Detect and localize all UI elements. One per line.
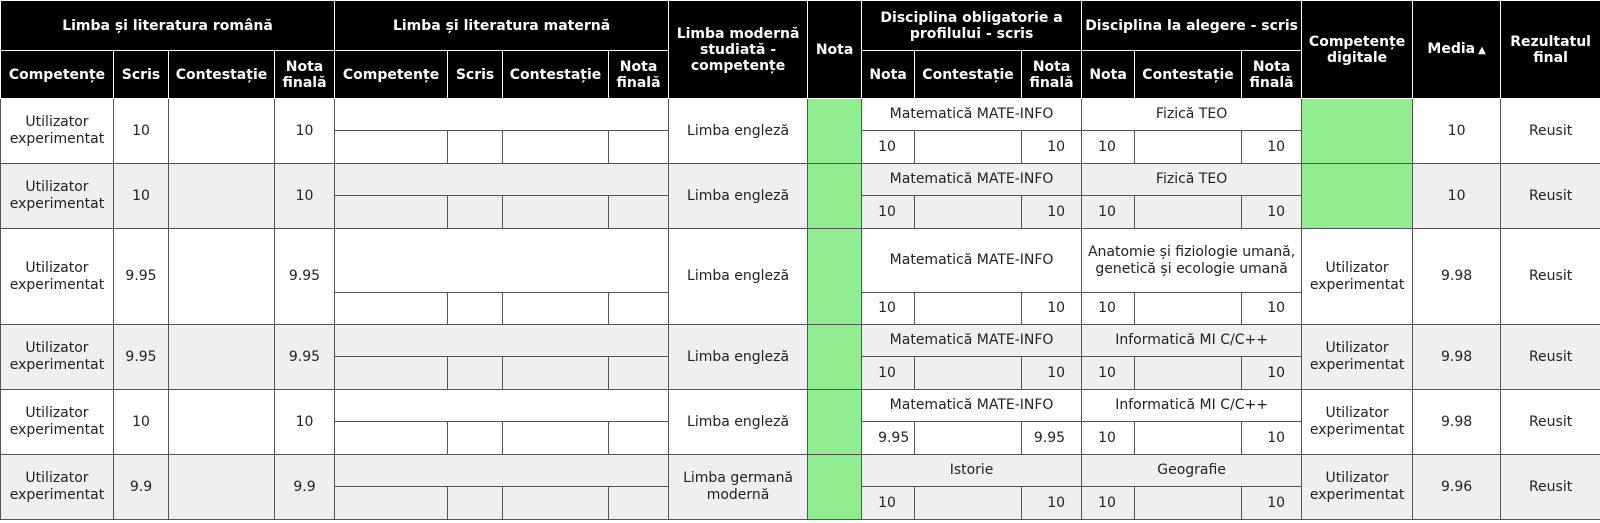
ale-contestatie-cell [1135,487,1242,520]
header-nota: Nota [808,1,862,99]
ro-competente-cell: Utilizator experimentat [1,99,114,164]
obl-disciplina-cell: Matematică MATE-INFO [862,390,1082,422]
obl-contestatie-cell [915,131,1022,164]
ale-nota-cell: 10 [1082,487,1135,520]
ale-disciplina-cell: Fizică TEO [1082,164,1302,196]
moderna-cell: Limba engleză [669,99,808,164]
table-row [1,390,1600,422]
ro-nota-finala-cell: 10 [275,390,335,455]
mat-contestatie-cell [503,357,609,390]
rezultat-cell: Reusit [1501,164,1600,229]
ro-nota-finala-cell: 10 [275,164,335,229]
obl-nota-cell: 10 [862,196,915,229]
ro-nota-finala-cell: 9.95 [275,325,335,390]
header-obl-contestatie: Contestație [915,51,1022,99]
ale-nota-finala-cell: 10 [1242,422,1302,455]
ale-disciplina-cell: Informatică MI C/C++ [1082,390,1302,422]
mat-competente-cell [335,196,448,229]
obl-nota-finala-cell: 10 [1022,487,1082,520]
obl-contestatie-cell [915,357,1022,390]
ro-scris-cell: 10 [114,164,169,229]
sort-up-arrow-icon: ▲ [1478,44,1486,56]
digitale-cell [1302,99,1413,164]
obl-nota-finala-cell: 10 [1022,131,1082,164]
mat-scris-cell [448,196,503,229]
ale-nota-cell: 10 [1082,293,1135,325]
obl-contestatie-cell [915,487,1022,520]
media-cell: 10 [1413,99,1501,164]
ro-competente-cell: Utilizator experimentat [1,164,114,229]
ale-nota-cell: 10 [1082,131,1135,164]
materna-header-cell [335,455,669,487]
nota-cell [808,164,862,229]
ro-nota-finala-cell: 10 [275,99,335,164]
media-cell: 9.98 [1413,229,1501,325]
obl-nota-cell: 10 [862,293,915,325]
mat-competente-cell [335,131,448,164]
nota-cell [808,390,862,455]
ale-disciplina-cell: Fizică TEO [1082,99,1302,131]
obl-contestatie-cell [915,293,1022,325]
mat-nota-finala-cell [609,196,669,229]
materna-header-cell [335,164,669,196]
mat-scris-cell [448,293,503,325]
obl-nota-finala-cell: 10 [1022,357,1082,390]
header-mat-contestatie: Contestație [503,51,609,99]
header-ro-nota-finala: Nota finală [275,51,335,99]
ro-competente-cell: Utilizator experimentat [1,390,114,455]
mat-contestatie-cell [503,422,609,455]
rezultat-cell: Reusit [1501,229,1600,325]
moderna-cell: Limba germană modernă [669,455,808,520]
obl-disciplina-cell: Matematică MATE-INFO [862,99,1082,131]
ro-contestatie-cell [169,99,275,164]
obl-nota-cell: 9.95 [862,422,915,455]
ale-nota-cell: 10 [1082,422,1135,455]
ro-competente-cell: Utilizator experimentat [1,229,114,325]
header-ro-contestatie: Contestație [169,51,275,99]
ale-contestatie-cell [1135,131,1242,164]
ro-contestatie-cell [169,325,275,390]
obl-disciplina-cell: Matematică MATE-INFO [862,164,1082,196]
obl-contestatie-cell [915,196,1022,229]
ale-nota-finala-cell: 10 [1242,196,1302,229]
obl-nota-cell: 10 [862,357,915,390]
header-mat-scris: Scris [448,51,503,99]
mat-nota-finala-cell [609,131,669,164]
header-moderna: Limba modernă studiată - competențe [669,1,808,99]
ro-nota-finala-cell: 9.9 [275,455,335,520]
mat-scris-cell [448,357,503,390]
materna-header-cell [335,325,669,357]
rezultat-cell: Reusit [1501,325,1600,390]
header-mat-nota-finala: Nota finală [609,51,669,99]
media-cell: 9.98 [1413,390,1501,455]
digitale-cell [1302,164,1413,229]
ale-contestatie-cell [1135,293,1242,325]
materna-header-cell [335,99,669,131]
table-row [1,99,1600,131]
header-row-groups [1,1,1600,51]
mat-nota-finala-cell [609,422,669,455]
moderna-cell: Limba engleză [669,164,808,229]
table-body [1,99,1600,520]
digitale-cell: Utilizator experimentat [1302,229,1413,325]
table-header [1,1,1600,99]
header-ro-competente: Competențe [1,51,114,99]
ale-nota-finala-cell: 10 [1242,357,1302,390]
header-obl-nota-finala: Nota finală [1022,51,1082,99]
mat-competente-cell [335,357,448,390]
header-ro-scris: Scris [114,51,169,99]
header-media-label: Media [1427,40,1476,57]
ale-nota-finala-cell: 10 [1242,293,1302,325]
digitale-cell: Utilizator experimentat [1302,325,1413,390]
digitale-cell: Utilizator experimentat [1302,455,1413,520]
table-row [1,455,1600,487]
header-mat-competente: Competențe [335,51,448,99]
ale-contestatie-cell [1135,422,1242,455]
table-row [1,164,1600,196]
header-rezultat: Rezultatul final [1501,1,1600,99]
mat-competente-cell [335,487,448,520]
header-obligatorie: Disciplina obligatorie a profilului - scris [862,1,1082,51]
materna-header-cell [335,229,669,293]
header-ale-nota: Nota [1082,51,1135,99]
ale-nota-cell: 10 [1082,196,1135,229]
mat-nota-finala-cell [609,357,669,390]
mat-nota-finala-cell [609,487,669,520]
materna-header-cell [335,390,669,422]
obl-disciplina-cell: Matematică MATE-INFO [862,325,1082,357]
digitale-cell: Utilizator experimentat [1302,390,1413,455]
ro-nota-finala-cell: 9.95 [275,229,335,325]
mat-competente-cell [335,422,448,455]
table-row [1,325,1600,357]
ale-nota-finala-cell: 10 [1242,131,1302,164]
moderna-cell: Limba engleză [669,390,808,455]
rezultat-cell: Reusit [1501,99,1600,164]
header-ale-contestatie: Contestație [1135,51,1242,99]
mat-contestatie-cell [503,131,609,164]
ro-competente-cell: Utilizator experimentat [1,455,114,520]
obl-nota-cell: 10 [862,131,915,164]
moderna-cell: Limba engleză [669,325,808,390]
ale-contestatie-cell [1135,357,1242,390]
ale-nota-finala-cell: 10 [1242,487,1302,520]
rezultat-cell: Reusit [1501,390,1600,455]
obl-nota-finala-cell: 10 [1022,196,1082,229]
mat-competente-cell [335,293,448,325]
header-media-sort[interactable] [1413,1,1501,99]
ale-disciplina-cell: Anatomie și fiziologie umană, genetică și ecologie umană [1082,229,1302,293]
ale-disciplina-cell: Geografie [1082,455,1302,487]
ale-disciplina-cell: Informatică MI C/C++ [1082,325,1302,357]
media-cell: 9.98 [1413,325,1501,390]
header-ale-nota-finala: Nota finală [1242,51,1302,99]
header-obl-nota: Nota [862,51,915,99]
obl-contestatie-cell [915,422,1022,455]
nota-cell [808,455,862,520]
rezultat-cell: Reusit [1501,455,1600,520]
mat-scris-cell [448,131,503,164]
media-cell: 10 [1413,164,1501,229]
ro-contestatie-cell [169,229,275,325]
nota-cell [808,229,862,325]
ro-scris-cell: 9.95 [114,325,169,390]
header-materna: Limba și literatura maternă [335,1,669,51]
ro-scris-cell: 10 [114,390,169,455]
ro-contestatie-cell [169,390,275,455]
media-cell: 9.96 [1413,455,1501,520]
ale-contestatie-cell [1135,196,1242,229]
ro-scris-cell: 9.95 [114,229,169,325]
table-row [1,229,1600,293]
header-alegere: Disciplina la alegere - scris [1082,1,1302,51]
obl-nota-finala-cell: 10 [1022,293,1082,325]
ro-scris-cell: 10 [114,99,169,164]
mat-contestatie-cell [503,196,609,229]
ro-contestatie-cell [169,164,275,229]
ro-contestatie-cell [169,455,275,520]
obl-nota-cell: 10 [862,487,915,520]
nota-cell [808,99,862,164]
header-digitale: Competențe digitale [1302,1,1413,99]
nota-cell [808,325,862,390]
ro-competente-cell: Utilizator experimentat [1,325,114,390]
mat-contestatie-cell [503,487,609,520]
obl-nota-finala-cell: 9.95 [1022,422,1082,455]
header-romana: Limba și literatura română [1,1,335,51]
ale-nota-cell: 10 [1082,357,1135,390]
mat-contestatie-cell [503,293,609,325]
mat-scris-cell [448,487,503,520]
moderna-cell: Limba engleză [669,229,808,325]
obl-disciplina-cell: Istorie [862,455,1082,487]
mat-scris-cell [448,422,503,455]
ro-scris-cell: 9.9 [114,455,169,520]
obl-disciplina-cell: Matematică MATE-INFO [862,229,1082,293]
mat-nota-finala-cell [609,293,669,325]
